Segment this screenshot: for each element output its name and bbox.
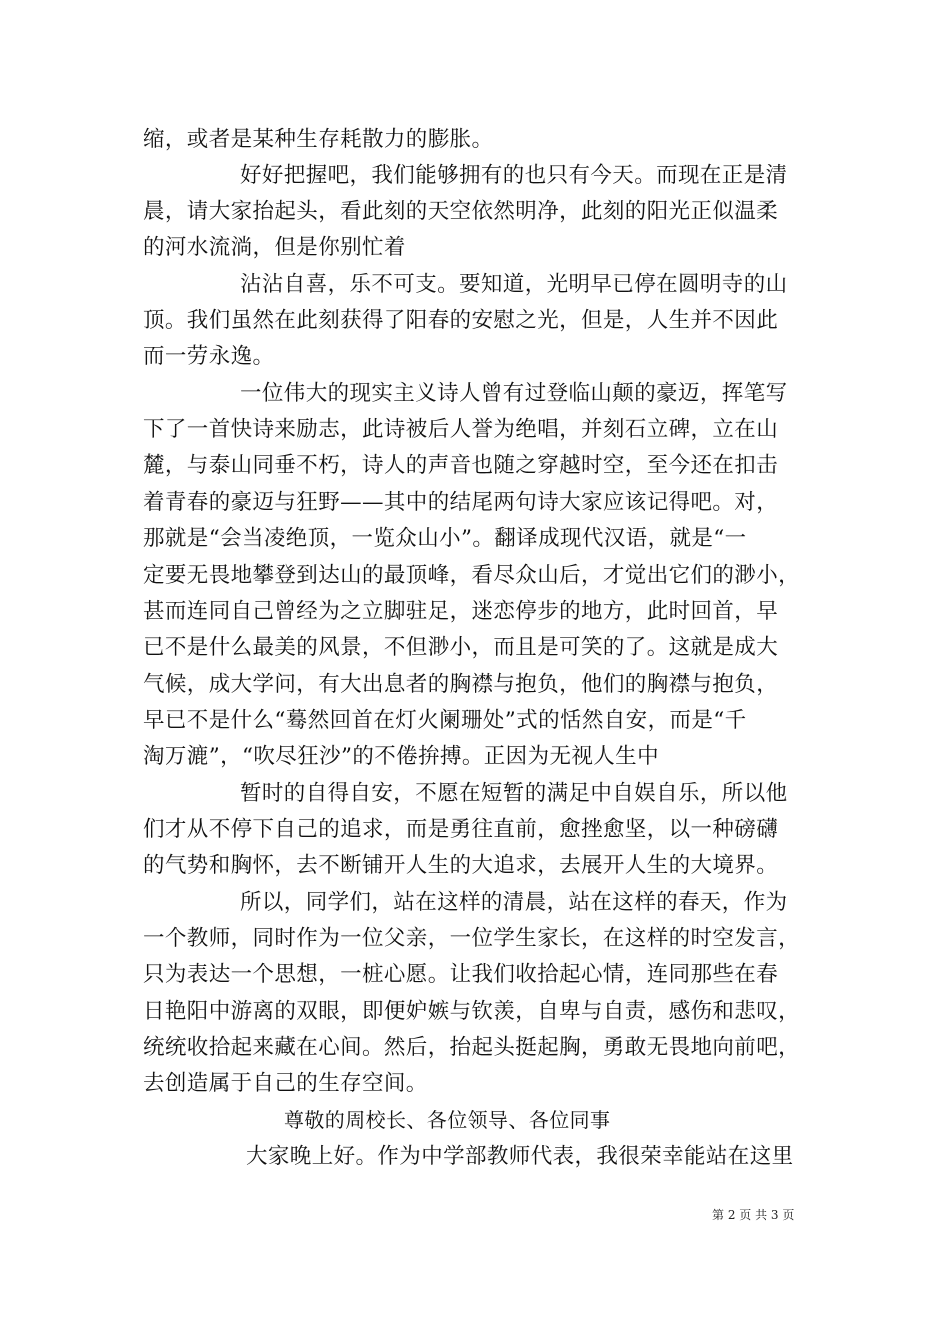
text-line: 甚而连同自己曾经为之立脚驻足，迷恋停步的地方，此时回首，早: [143, 599, 779, 624]
paragraph-first-line: 一位伟大的现实主义诗人曾有过登临山颠的豪迈，挥笔写: [240, 381, 788, 406]
text-line: 着青春的豪迈与狂野——其中的结尾两句诗大家应该记得吧。对，: [143, 490, 779, 515]
paragraph-first-line: 所以，同学们，站在这样的清晨，站在这样的春天，作为: [240, 890, 788, 915]
text-line: 已不是什么最美的风景，不但渺小，而且是可笑的了。这就是成大: [143, 635, 779, 660]
paragraph-first-line: 好好把握吧，我们能够拥有的也只有今天。而现在正是清: [240, 163, 788, 188]
text-line: 下了一首快诗来励志，此诗被后人誉为绝唱，并刻石立碑，立在山: [143, 417, 779, 442]
text-line: 定要无畏地攀登到达山的最顶峰，看尽众山后，才觉出它们的渺小，: [143, 563, 801, 588]
text-line: 晨，请大家抬起头，看此刻的天空依然明净，此刻的阳光正似温柔: [143, 199, 779, 224]
text-line: 麓，与泰山同垂不朽，诗人的声音也随之穿越时空，至今还在扣击: [143, 453, 779, 478]
paragraph-first-line: 沾沾自喜，乐不可支。要知道，光明早已停在圆明寺的山: [240, 272, 788, 297]
text-line: 淘万漉”，“吹尽狂沙”的不倦拚搏。正因为无视人生中: [143, 744, 659, 769]
text-line: 而一劳永逸。: [143, 344, 275, 369]
text-line: 们才从不停下自己的追求，而是勇往直前，愈挫愈坚，以一种磅礴: [143, 817, 779, 842]
paragraph-first-line: 暂时的自得自安，不愿在短暂的满足中自娱自乐，所以他: [240, 781, 788, 806]
paragraph-first-line: 大家晚上好。作为中学部教师代表，我很荣幸能站在这里: [246, 1144, 794, 1169]
text-line: 气候，成大学问，有大出息者的胸襟与抱负，他们的胸襟与抱负，: [143, 672, 779, 697]
text-line: 顶。我们虽然在此刻获得了阳春的安慰之光，但是，人生并不因此: [143, 308, 779, 333]
page-number-footer: 第 2 页 共 3 页: [712, 1208, 795, 1222]
text-line: 统统收拾起来藏在心间。然后，抬起头挺起胸，勇敢无畏地向前吧，: [143, 1035, 801, 1060]
text-line: 的气势和胸怀，去不断铺开人生的大追求，去展开人生的大境界。: [143, 853, 779, 878]
text-line: 去创造属于自己的生存空间。: [143, 1071, 428, 1096]
text-line: 只为表达一个思想，一桩心愿。让我们收拾起心情，连同那些在春: [143, 962, 779, 987]
text-line: 那就是“会当凌绝顶，一览众山小”。翻译成现代汉语，就是“一: [143, 526, 747, 551]
text-line: 的河水流淌，但是你别忙着: [143, 235, 406, 260]
text-line: 一个教师，同时作为一位父亲，一位学生家长，在这样的时空发言，: [143, 926, 801, 951]
text-line: 缩，或者是某种生存耗散力的膨胀。: [143, 127, 494, 152]
text-line: 日艳阳中游离的双眼，即便妒嫉与钦羡，自卑与自责，感伤和悲叹，: [143, 999, 801, 1024]
salutation-line: 尊敬的周校长、各位领导、各位同事: [284, 1108, 611, 1132]
text-line: 早已不是什么“蓦然回首在灯火阑珊处”式的恬然自安，而是“千: [143, 708, 747, 733]
